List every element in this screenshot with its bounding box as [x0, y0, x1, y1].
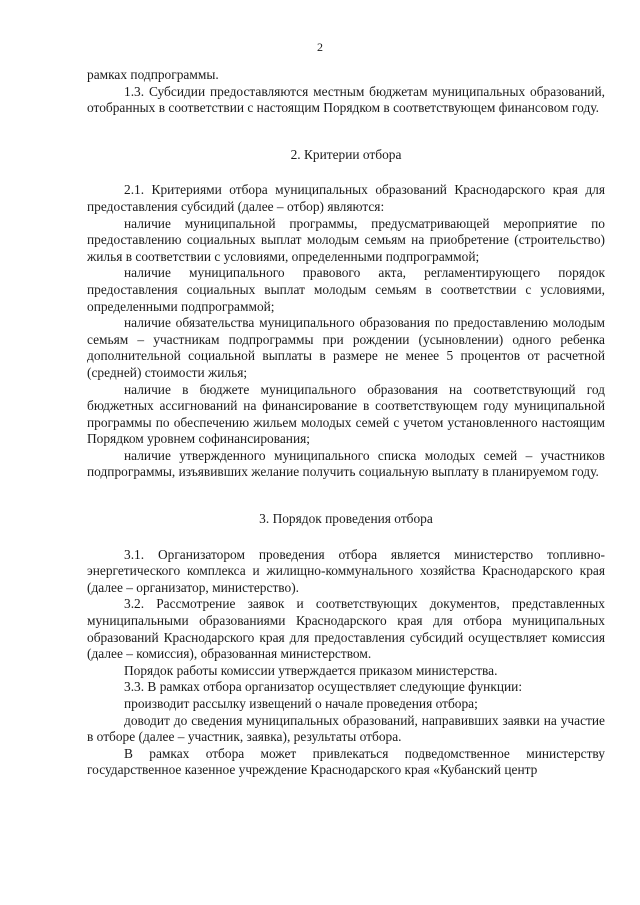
- paragraph-3-3: 3.3. В рамках отбора организатор осуществляет следующие функции:: [124, 679, 523, 695]
- page-number: 2: [317, 40, 323, 54]
- paragraph-commission-procedure: Порядок работы комиссии утверждается приказом министерства.: [124, 662, 498, 678]
- criterion-additional-payment: наличие обязательства муниципального образования по предоставлению молодым семьям – участникам подпрограммы при рождении (усыновлении) одного ребенка дополнительной социальной выплаты в размере не менее 5 процентов от расчетной (средней) стоимости жилья;: [87, 315, 605, 380]
- paragraph-3-2: 3.2. Рассмотрение заявок и соответствующих документов, представленных муниципальными образованиями Краснодарского края для отбора муниципальных образований Краснодарского края для предоставления субсидий осуществляет комиссия (далее – комиссия), образованная министерством.: [87, 596, 605, 662]
- criterion-municipal-program: наличие муниципальной программы, предусматривающей мероприятие по предоставлению социальных выплат молодым семьям на приобретение (строительство) жилья в соответствии с условиями, определенными подпрограммой;: [87, 215, 605, 264]
- function-results: доводит до сведения муниципальных образований, направивших заявки на участие в отборе (далее – участник, заявка), результаты отбора.: [87, 712, 605, 745]
- criterion-legal-act: наличие муниципального правового акта, регламентирующего порядок предоставления социальных выплат молодым семьям в соответствии с условиями, определенными подпрограммой;: [87, 265, 605, 314]
- function-notifications: производит рассылку извещений о начале проведения отбора;: [124, 696, 478, 711]
- spacer: [87, 481, 605, 511]
- paragraph-2-1: 2.1. Критериями отбора муниципальных образований Краснодарского края для предоставления субсидий (далее – отбор) являются:: [87, 182, 605, 214]
- paragraph-continuation: рамках подпрограммы.: [87, 67, 219, 82]
- section-2-title: 2. Критерии отбора: [290, 146, 402, 162]
- spacer: [87, 528, 605, 547]
- criterion-budget-allocations: наличие в бюджете муниципального образования на соответствующий год бюджетных ассигнований на финансирование в соответствующем году муниципальной программы по обеспечению жильем молодых семей с учетом установленного настоящим Порядком уровнем софинансирования;: [87, 381, 605, 447]
- paragraph-subordinate-institution: В рамках отбора может привлекаться подведомственное министерству государственное казенное учреждение Краснодарского края «Кубанский центр: [87, 745, 605, 778]
- paragraph-3-1: 3.1. Организатором проведения отбора является министерство топливно-энергетического комплекса и жилищно-коммунального хозяйства Краснодарского края (далее – организатор, министерство).: [87, 546, 605, 595]
- criterion-families-list: наличие утвержденного муниципального списка молодых семей – участников подпрограммы, изъявивших желание получить социальную выплату в планируемом году.: [87, 447, 605, 480]
- section-3-title: 3. Порядок проведения отбора: [259, 511, 433, 527]
- spacer: [87, 117, 605, 147]
- spacer: [87, 163, 605, 182]
- paragraph-1-3: 1.3. Субсидии предоставляются местным бюджетам муниципальных образований, отобранных в соответствии с настоящим Порядком в соответствующем финансовом году.: [87, 83, 605, 116]
- document-body: [87, 67, 605, 779]
